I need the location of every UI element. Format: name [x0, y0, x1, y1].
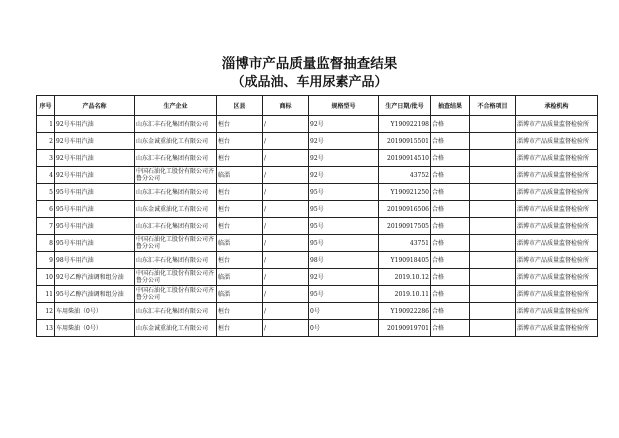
- cell-result: 合格: [431, 167, 470, 184]
- cell-no: 12: [37, 303, 55, 320]
- cell-company: 山东金诚重油化工有限公司: [135, 133, 217, 150]
- cell-failed: [470, 286, 516, 303]
- table-row: [37, 218, 598, 235]
- cell-spec: 92号: [309, 116, 379, 133]
- cell-result: 合格: [431, 116, 470, 133]
- cell-company: 山东金诚重油化工有限公司: [135, 201, 217, 218]
- cell-failed: [470, 150, 516, 167]
- cell-no: 6: [37, 201, 55, 218]
- table-row: [37, 269, 598, 286]
- table-row: [37, 116, 598, 133]
- cell-date: 20190914510: [379, 150, 431, 167]
- cell-company: 山东汇丰石化集团有限公司: [135, 252, 217, 269]
- cell-brand: /: [263, 303, 309, 320]
- cell-company: 山东汇丰石化集团有限公司: [135, 116, 217, 133]
- cell-product: 95号车用汽油: [55, 201, 135, 218]
- cell-product: 95号车用汽油: [55, 218, 135, 235]
- cell-agency: 淄博市产品质量监督检验所: [516, 218, 598, 235]
- cell-agency: 淄博市产品质量监督检验所: [516, 133, 598, 150]
- cell-district: 临淄: [217, 286, 263, 303]
- cell-result: 合格: [431, 235, 470, 252]
- cell-result: 合格: [431, 218, 470, 235]
- table-row: [37, 303, 598, 320]
- cell-agency: 淄博市产品质量监督检验所: [516, 184, 598, 201]
- cell-brand: /: [263, 201, 309, 218]
- cell-spec: 95号: [309, 184, 379, 201]
- cell-no: 7: [37, 218, 55, 235]
- cell-result: 合格: [431, 184, 470, 201]
- cell-failed: [470, 133, 516, 150]
- cell-product: 92号车用汽油: [55, 167, 135, 184]
- cell-spec: 95号: [309, 235, 379, 252]
- cell-agency: 淄博市产品质量监督检验所: [516, 286, 598, 303]
- cell-company: 山东汇丰石化集团有限公司: [135, 150, 217, 167]
- cell-company: 中国石油化工股份有限公司齐鲁分公司: [135, 167, 217, 184]
- cell-product: 98号车用汽油: [55, 252, 135, 269]
- cell-agency: 淄博市产品质量监督检验所: [516, 150, 598, 167]
- cell-failed: [470, 269, 516, 286]
- cell-agency: 淄博市产品质量监督检验所: [516, 252, 598, 269]
- cell-district: 桓台: [217, 201, 263, 218]
- table-row: [37, 167, 598, 184]
- cell-no: 3: [37, 150, 55, 167]
- cell-agency: 淄博市产品质量监督检验所: [516, 235, 598, 252]
- table-row: [37, 150, 598, 167]
- cell-district: 桓台: [217, 133, 263, 150]
- cell-district: 桓台: [217, 218, 263, 235]
- cell-spec: 92号: [309, 269, 379, 286]
- cell-no: 8: [37, 235, 55, 252]
- cell-company: 山东汇丰石化集团有限公司: [135, 184, 217, 201]
- cell-result: 合格: [431, 252, 470, 269]
- table-row: [37, 320, 598, 337]
- cell-spec: 95号: [309, 218, 379, 235]
- cell-brand: /: [263, 235, 309, 252]
- cell-spec: 92号: [309, 150, 379, 167]
- cell-district: 桓台: [217, 184, 263, 201]
- header-company: 生产企业: [135, 96, 217, 116]
- cell-company: 中国石油化工股份有限公司齐鲁分公司: [135, 269, 217, 286]
- table-row: [37, 184, 598, 201]
- cell-date: 43752: [379, 167, 431, 184]
- cell-failed: [470, 252, 516, 269]
- cell-failed: [470, 167, 516, 184]
- cell-no: 4: [37, 167, 55, 184]
- cell-result: 合格: [431, 201, 470, 218]
- cell-result: 合格: [431, 150, 470, 167]
- cell-no: 13: [37, 320, 55, 337]
- cell-date: 20190919701: [379, 320, 431, 337]
- cell-date: 43751: [379, 235, 431, 252]
- cell-product: 车用柴油（0号）: [55, 320, 135, 337]
- cell-date: 2019.10.12: [379, 269, 431, 286]
- cell-company: 山东金诚重油化工有限公司: [135, 320, 217, 337]
- cell-date: 20190915501: [379, 133, 431, 150]
- cell-company: 山东汇丰石化集团有限公司: [135, 303, 217, 320]
- cell-date: 2019.10.11: [379, 286, 431, 303]
- table-row: [37, 252, 598, 269]
- document-subtitle: （成品油、车用尿素产品）: [231, 75, 388, 90]
- cell-spec: 95号: [309, 201, 379, 218]
- table-row: [37, 201, 598, 218]
- cell-brand: /: [263, 269, 309, 286]
- header-brand: 商标: [263, 96, 309, 116]
- cell-company: 山东汇丰石化集团有限公司: [135, 218, 217, 235]
- cell-product: 92号车用汽油: [55, 150, 135, 167]
- cell-result: 合格: [431, 303, 470, 320]
- cell-brand: /: [263, 184, 309, 201]
- cell-no: 10: [37, 269, 55, 286]
- cell-agency: 淄博市产品质量监督检验所: [516, 116, 598, 133]
- cell-district: 临淄: [217, 235, 263, 252]
- cell-spec: 92号: [309, 133, 379, 150]
- cell-spec: 0号: [309, 320, 379, 337]
- header-district: 区县: [217, 96, 263, 116]
- cell-brand: /: [263, 167, 309, 184]
- cell-product: 95号车用汽油: [55, 235, 135, 252]
- header-result: 抽查结果: [431, 96, 470, 116]
- cell-agency: 淄博市产品质量监督检验所: [516, 201, 598, 218]
- header-no: 序号: [37, 96, 55, 116]
- cell-date: 20190916506: [379, 201, 431, 218]
- cell-district: 临淄: [217, 167, 263, 184]
- cell-spec: 98号: [309, 252, 379, 269]
- cell-result: 合格: [431, 269, 470, 286]
- cell-no: 9: [37, 252, 55, 269]
- cell-product: 95号车用汽油: [55, 184, 135, 201]
- cell-failed: [470, 184, 516, 201]
- cell-district: 桓台: [217, 116, 263, 133]
- cell-agency: 淄博市产品质量监督检验所: [516, 320, 598, 337]
- cell-date: Y190918405: [379, 252, 431, 269]
- table-row: [37, 235, 598, 252]
- cell-failed: [470, 201, 516, 218]
- results-table: [36, 95, 598, 337]
- cell-spec: 92号: [309, 167, 379, 184]
- cell-product: 车用柴油（0号）: [55, 303, 135, 320]
- table-body: [37, 116, 598, 337]
- cell-district: 临淄: [217, 269, 263, 286]
- cell-failed: [470, 218, 516, 235]
- cell-product: 92号车用汽油: [55, 116, 135, 133]
- cell-spec: 0号: [309, 303, 379, 320]
- cell-product: 95号乙醇汽油调和组分油: [55, 286, 135, 303]
- cell-failed: [470, 320, 516, 337]
- cell-date: 20190917505: [379, 218, 431, 235]
- header-agency: 承检机构: [516, 96, 598, 116]
- cell-result: 合格: [431, 320, 470, 337]
- cell-result: 合格: [431, 133, 470, 150]
- header-date: 生产日期/批号: [379, 96, 431, 116]
- cell-agency: 淄博市产品质量监督检验所: [516, 167, 598, 184]
- cell-no: 2: [37, 133, 55, 150]
- cell-date: Y190922198: [379, 116, 431, 133]
- cell-brand: /: [263, 133, 309, 150]
- cell-company: 中国石油化工股份有限公司齐鲁分公司: [135, 235, 217, 252]
- cell-agency: 淄博市产品质量监督检验所: [516, 269, 598, 286]
- cell-district: 桓台: [217, 150, 263, 167]
- header-failed: 不合格项目: [470, 96, 516, 116]
- cell-product: 92号车用汽油: [55, 133, 135, 150]
- document-title: 淄博市产品质量监督抽查结果: [221, 56, 398, 72]
- cell-result: 合格: [431, 286, 470, 303]
- cell-agency: 淄博市产品质量监督检验所: [516, 303, 598, 320]
- cell-brand: /: [263, 320, 309, 337]
- table-header-row: [37, 96, 598, 116]
- table-row: [37, 133, 598, 150]
- cell-no: 5: [37, 184, 55, 201]
- cell-district: 桓台: [217, 320, 263, 337]
- cell-district: 桓台: [217, 303, 263, 320]
- cell-product: 92号乙醇汽油调和组分油: [55, 269, 135, 286]
- header-spec: 规格型号: [309, 96, 379, 116]
- cell-failed: [470, 303, 516, 320]
- cell-district: 桓台: [217, 252, 263, 269]
- cell-date: Y190921250: [379, 184, 431, 201]
- cell-brand: /: [263, 286, 309, 303]
- cell-brand: /: [263, 116, 309, 133]
- cell-company: 中国石油化工股份有限公司齐鲁分公司: [135, 286, 217, 303]
- cell-brand: /: [263, 218, 309, 235]
- cell-no: 1: [37, 116, 55, 133]
- header-product: 产品名称: [55, 96, 135, 116]
- table-row: [37, 286, 598, 303]
- cell-failed: [470, 235, 516, 252]
- cell-failed: [470, 116, 516, 133]
- cell-spec: 95号: [309, 286, 379, 303]
- cell-no: 11: [37, 286, 55, 303]
- cell-brand: /: [263, 150, 309, 167]
- cell-brand: /: [263, 252, 309, 269]
- cell-date: Y190922286: [379, 303, 431, 320]
